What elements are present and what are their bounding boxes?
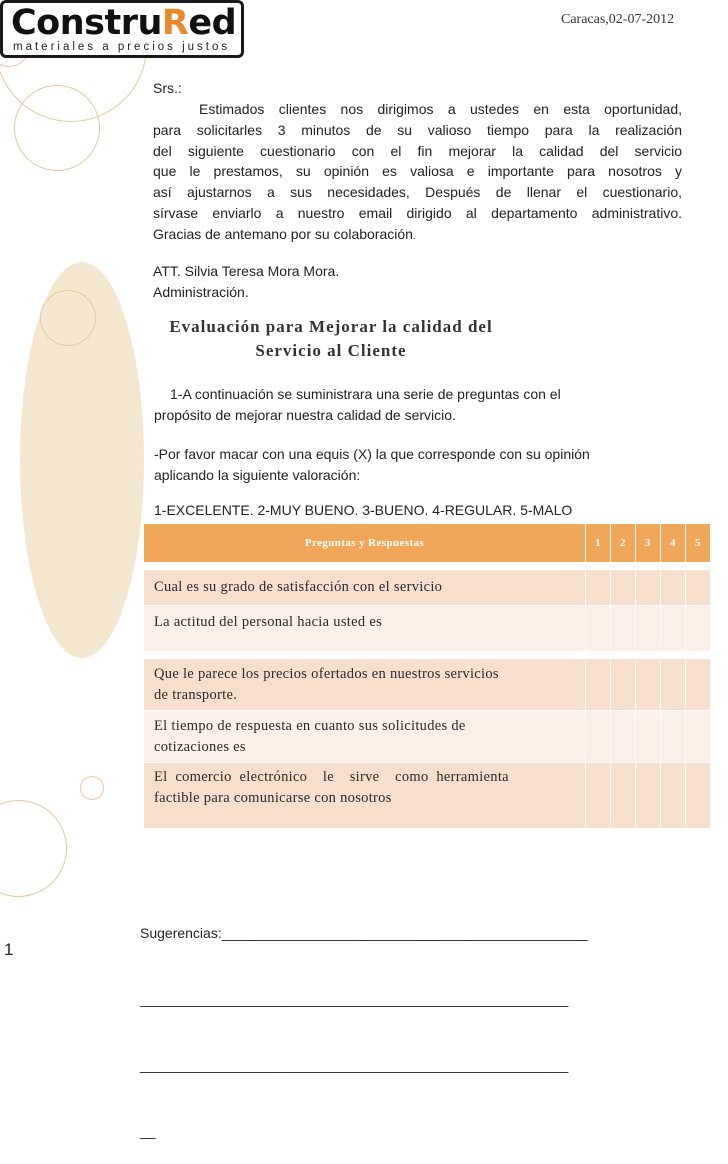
document-date: Caracas,02-07-2012	[561, 12, 675, 27]
rating-cell[interactable]	[586, 763, 611, 829]
question-text: Que le parece los precios ofertados en nuestros servicios de transporte.	[144, 659, 586, 711]
suggestions-label: Sugerencias:	[140, 925, 222, 941]
suggestions-section	[140, 878, 588, 1164]
letter-line: así ajustarnos a sus necesidades, Después de llenar el cuestionario,	[153, 184, 682, 201]
letter-line: del siguiente cuestionario con el fin mejorar la calidad del servicio	[153, 142, 682, 159]
rating-cell[interactable]	[686, 711, 711, 763]
table-row	[144, 711, 711, 763]
table-row	[144, 763, 711, 829]
rating-cell[interactable]	[686, 659, 711, 711]
rating-scale: 1-EXCELENTE. 2-MUY BUENO. 3-BUENO. 4-REGULAR. 5-MALO	[154, 502, 573, 518]
rating-cell[interactable]	[686, 606, 711, 652]
rating-cell[interactable]	[586, 659, 611, 711]
survey-table	[143, 523, 711, 829]
rating-cell[interactable]	[586, 711, 611, 763]
question-text: La actitud del personal hacia usted es	[144, 606, 586, 652]
rating-cell[interactable]	[661, 711, 686, 763]
letter-closing-line: Gracias de antemano por su colaboración.	[153, 225, 416, 242]
rating-cell[interactable]	[611, 606, 636, 652]
instructions-paragraph-1: 1-A continuación se suministrara una serie de preguntas con el propósito de mejorar nuestra calidad de servicio.	[154, 386, 561, 423]
logo-wordmark: ConstruRed	[11, 3, 237, 43]
rating-column-1: 1	[586, 524, 611, 563]
rating-column-4: 4	[661, 524, 686, 563]
table-header-questions: Preguntas y Respuestas	[144, 524, 586, 563]
rating-cell[interactable]	[661, 763, 686, 829]
instructions-paragraph-2: -Por favor macar con una equis (X) la que corresponde con su opinión aplicando la siguiente valoración:	[154, 446, 590, 483]
rating-column-2: 2	[611, 524, 636, 563]
rating-cell[interactable]	[636, 711, 661, 763]
rating-cell[interactable]	[611, 711, 636, 763]
rating-cell[interactable]	[611, 763, 636, 829]
rating-cell[interactable]	[636, 763, 661, 829]
rating-cell[interactable]	[686, 570, 711, 606]
rating-cell[interactable]	[586, 606, 611, 652]
question-text: El comercio electrónico le sirve como herramienta factible para comunicarse con nosotros	[144, 763, 586, 829]
table-row	[144, 659, 711, 711]
table-row	[144, 606, 711, 652]
rating-column-5: 5	[686, 524, 711, 563]
suggestions-line[interactable]: Sugerencias:_______________________________________________	[140, 925, 588, 941]
construred-logo	[0, 0, 244, 58]
letter-line: Estimados clientes nos dirigimos a ustedes en esta oportunidad,	[199, 101, 682, 117]
rating-cell[interactable]	[586, 570, 611, 606]
rating-cell[interactable]	[661, 659, 686, 711]
table-row	[144, 570, 711, 606]
letter-body	[153, 99, 682, 247]
rating-cell[interactable]	[636, 659, 661, 711]
evaluation-title: Evaluación para Mejorar la calidad del Servicio al Cliente	[169, 317, 493, 360]
logo-tagline: materiales a precios justos	[13, 41, 231, 53]
suggestions-line[interactable]: _______________________________________________________	[140, 991, 569, 1007]
letter-greeting: Srs.:	[153, 80, 182, 96]
letter-line: que le prestamos, su opinión es valiosa e importante para nosotros y	[153, 163, 682, 180]
rating-cell[interactable]	[661, 570, 686, 606]
letter-line: sírvase enviarlo a nuestro email dirigido al departamento administrativo.	[153, 204, 682, 221]
suggestions-line[interactable]: __	[140, 1123, 156, 1139]
rating-cell[interactable]	[611, 659, 636, 711]
page-number: 1	[4, 940, 14, 959]
rating-column-3: 3	[636, 524, 661, 563]
question-text: Cual es su grado de satisfacción con el servicio	[144, 570, 586, 606]
table-header-row	[144, 524, 711, 563]
rating-cell[interactable]	[611, 570, 636, 606]
signature-name: ATT. Silvia Teresa Mora Mora.	[153, 263, 340, 279]
rating-cell[interactable]	[636, 606, 661, 652]
signature-department: Administración.	[153, 284, 249, 300]
question-text: El tiempo de respuesta en cuanto sus solicitudes de cotizaciones es	[144, 711, 586, 763]
letter-line: para solicitarles 3 minutos de su valioso tiempo para la realización	[153, 121, 682, 138]
suggestions-line[interactable]: _______________________________________________________	[140, 1057, 569, 1073]
rating-cell[interactable]	[686, 763, 711, 829]
rating-cell[interactable]	[636, 570, 661, 606]
rating-cell[interactable]	[661, 606, 686, 652]
